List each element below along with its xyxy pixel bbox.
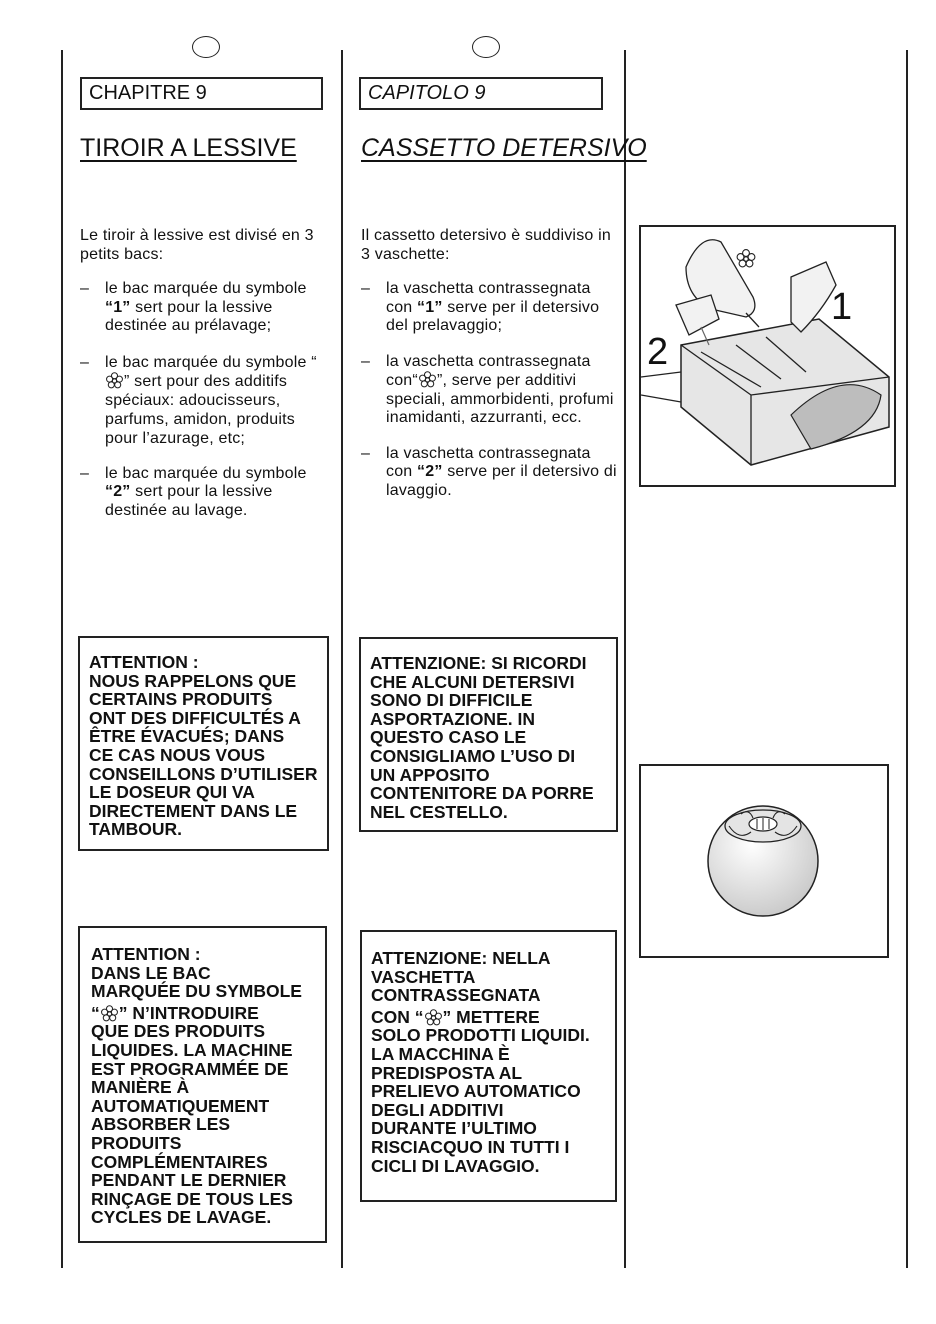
list-item-it-1: – la vaschetta contrassegnata con “1” serve per il detersivo del prelavaggio;	[361, 280, 617, 336]
attention-box-it-1: ATTENZIONE: SI RICORDI CHE ALCUNI DETERSIVI SONO DI DIFFICILE ASPORTAZIONE. IN QUESTO CASO LE CONSIGLIAMO L’USO DI UN APPOSITO CONTENITORE DA PORRE NEL CESTELLO.	[359, 637, 618, 832]
compartment-list-fr	[80, 280, 332, 520]
flower-icon	[424, 1009, 443, 1026]
section-title-it: CASSETTO DETERSIVO	[361, 134, 647, 162]
list-item-it-3: – la vaschetta contrassegnata con “2” serve per il detersivo di lavaggio.	[361, 445, 617, 501]
symbol-line-fr: “ ” N’INTRODUIRE	[91, 1002, 259, 1023]
section-title-fr: TIROIR A LESSIVE	[80, 134, 297, 162]
column-divider-right	[624, 50, 626, 1268]
drawer-label-2: 2	[647, 331, 669, 373]
body-text-fr	[80, 227, 332, 537]
intro-it: Il cassetto detersivo è suddiviso in 3 vaschette:	[361, 227, 611, 263]
language-circle-icon-fr	[192, 36, 220, 58]
chapter-label-fr	[80, 77, 323, 110]
dosing-ball-figure	[639, 764, 889, 958]
list-item-fr-1: – le bac marquée du symbole “1” sert pour la lessive destinée au prélavage;	[80, 280, 332, 336]
flower-icon	[100, 1005, 119, 1022]
chapter-label-it	[359, 77, 603, 110]
flower-icon	[105, 372, 124, 389]
symbol-line-it: CON “ ” METTERE	[371, 1006, 540, 1027]
flower-icon	[418, 371, 437, 388]
dosing-ball-icon	[641, 766, 887, 956]
column-divider-middle	[341, 50, 343, 1268]
chapter-text-it: CAPITOLO 9	[368, 82, 486, 104]
attention-box-it-2: ATTENZIONE: NELLA VASCHETTA CONTRASSEGNATA CON “ ” METTERE SOLO PRODOTTI LIQUIDI. LA MACCHINA È PREDISPOSTA AL PRELIEVO AUTOMATICO DEGLI ADDITIVI DURANTE I’ULTIMO RISCIACQUO IN TUTTI I CICLI DI LAVAGGIO.	[360, 930, 617, 1202]
drawer-label-1: 1	[831, 286, 853, 328]
detergent-drawer-figure	[639, 225, 896, 487]
column-divider-left	[61, 50, 63, 1268]
list-item-fr-2: – le bac marquée du symbole “ ” sert pour des additifs spéciaux: adoucisseurs, parfums, amidon, produits pour l’azurage, etc;	[80, 353, 332, 448]
chapter-text-fr: CHAPITRE 9	[89, 82, 207, 104]
language-circle-icon-it	[472, 36, 500, 58]
column-divider-far-right	[906, 50, 908, 1268]
attention-box-fr-1: ATTENTION : NOUS RAPPELONS QUE CERTAINS PRODUITS ONT DES DIFFICULTÉS A ÊTRE ÉVACUÉS; DANS CE CAS NOUS VOUS CONSEILLONS D’UTILISER LE DOSEUR QUI VA DIRECTEMENT DANS LE TAMBOUR.	[78, 636, 329, 851]
intro-fr: Le tiroir à lessive est divisé en 3 petits bacs:	[80, 227, 314, 263]
list-item-fr-3: – le bac marquée du symbole “2” sert pour la lessive destinée au lavage.	[80, 465, 332, 521]
body-text-it	[361, 227, 617, 517]
compartment-list-it	[361, 280, 617, 500]
list-item-it-2: – la vaschetta contrassegnata con“ ”, serve per additivi speciali, ammorbidenti, profumi inamidanti, azzurranti, ecc.	[361, 353, 617, 428]
attention-box-fr-2: ATTENTION : DANS LE BAC MARQUÉE DU SYMBOLE “ ” N’INTRODUIRE QUE DES PRODUITS LIQUIDES. LA MACHINE EST PROGRAMMÉE DE MANIÈRE À AUTOMATIQUEMENT ABSORBER LES PRODUITS COMPLÉMENTAIRES PENDANT LE DERNIER RINÇAGE DE TOUS LES CYCLES DE LAVAGE.	[78, 926, 327, 1243]
